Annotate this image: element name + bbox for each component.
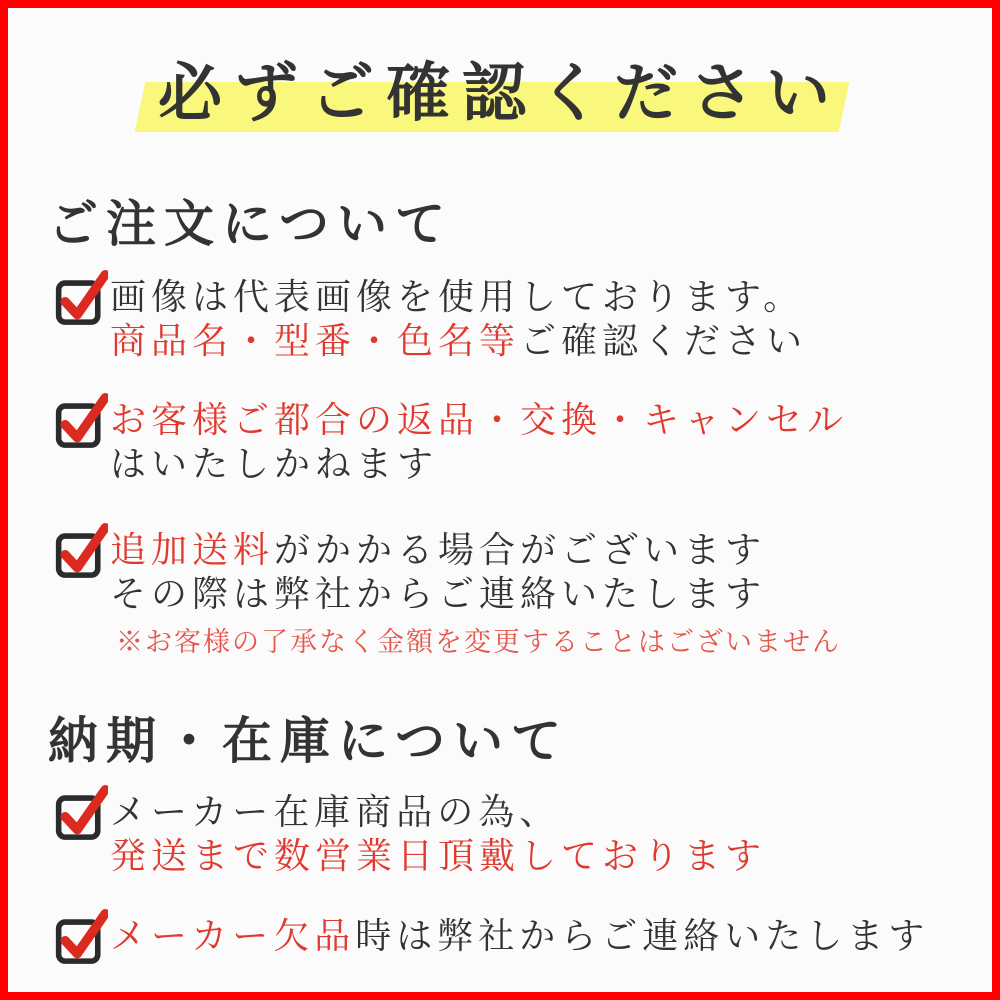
item-text (110, 399, 848, 488)
page-title-text: 必ずご確認ください (158, 56, 842, 131)
item1-line2-rest: ご確認ください (520, 321, 808, 363)
item-text (110, 791, 766, 880)
item-text (110, 915, 929, 959)
item-text (110, 529, 841, 659)
checkbox-checked-icon (54, 268, 110, 326)
item4-line2-highlighted: 発送まで数営業日頂戴しております (110, 836, 767, 878)
list-item-representative-image (54, 276, 992, 365)
section-heading-order: ご注文について (48, 194, 453, 253)
list-item-returns-policy (54, 399, 992, 488)
item5-line1-rest: 時は弊社からご連絡いたします (355, 916, 930, 958)
item2-line1-highlighted: お客様ご都合の返品・交換・キャンセル (110, 399, 849, 441)
page-title (158, 42, 842, 134)
item3-line1-highlighted: 追加送料 (110, 530, 275, 572)
checkbox-checked-icon (54, 521, 110, 579)
checkbox-checked-icon (54, 783, 110, 841)
item3-disclaimer-note: ※お客様の了承なく金額を変更することはございません (116, 626, 841, 658)
checkbox-checked-icon (54, 907, 110, 965)
list-item-maker-stock (54, 791, 992, 880)
item5-line1-highlighted: メーカー欠品 (110, 916, 356, 958)
section-heading-delivery: 納期・在庫について (48, 710, 569, 770)
checkbox-checked-icon (54, 391, 110, 449)
item-text (110, 276, 807, 365)
item4-line1: メーカー在庫商品の為、 (110, 791, 561, 833)
title-area (8, 42, 992, 134)
list-item-maker-shortage (54, 915, 992, 965)
list-item-additional-shipping (54, 529, 992, 659)
item1-line2-highlighted: 商品名・型番・色名等 (110, 321, 521, 363)
item3-line1-rest: がかかる場合がございます (274, 530, 767, 572)
item1-line1: 画像は代表画像を使用しております。 (110, 277, 805, 318)
item2-line2: はいたしかねます (110, 443, 439, 485)
item3-line2: その際は弊社からご連絡いたします (110, 574, 767, 616)
